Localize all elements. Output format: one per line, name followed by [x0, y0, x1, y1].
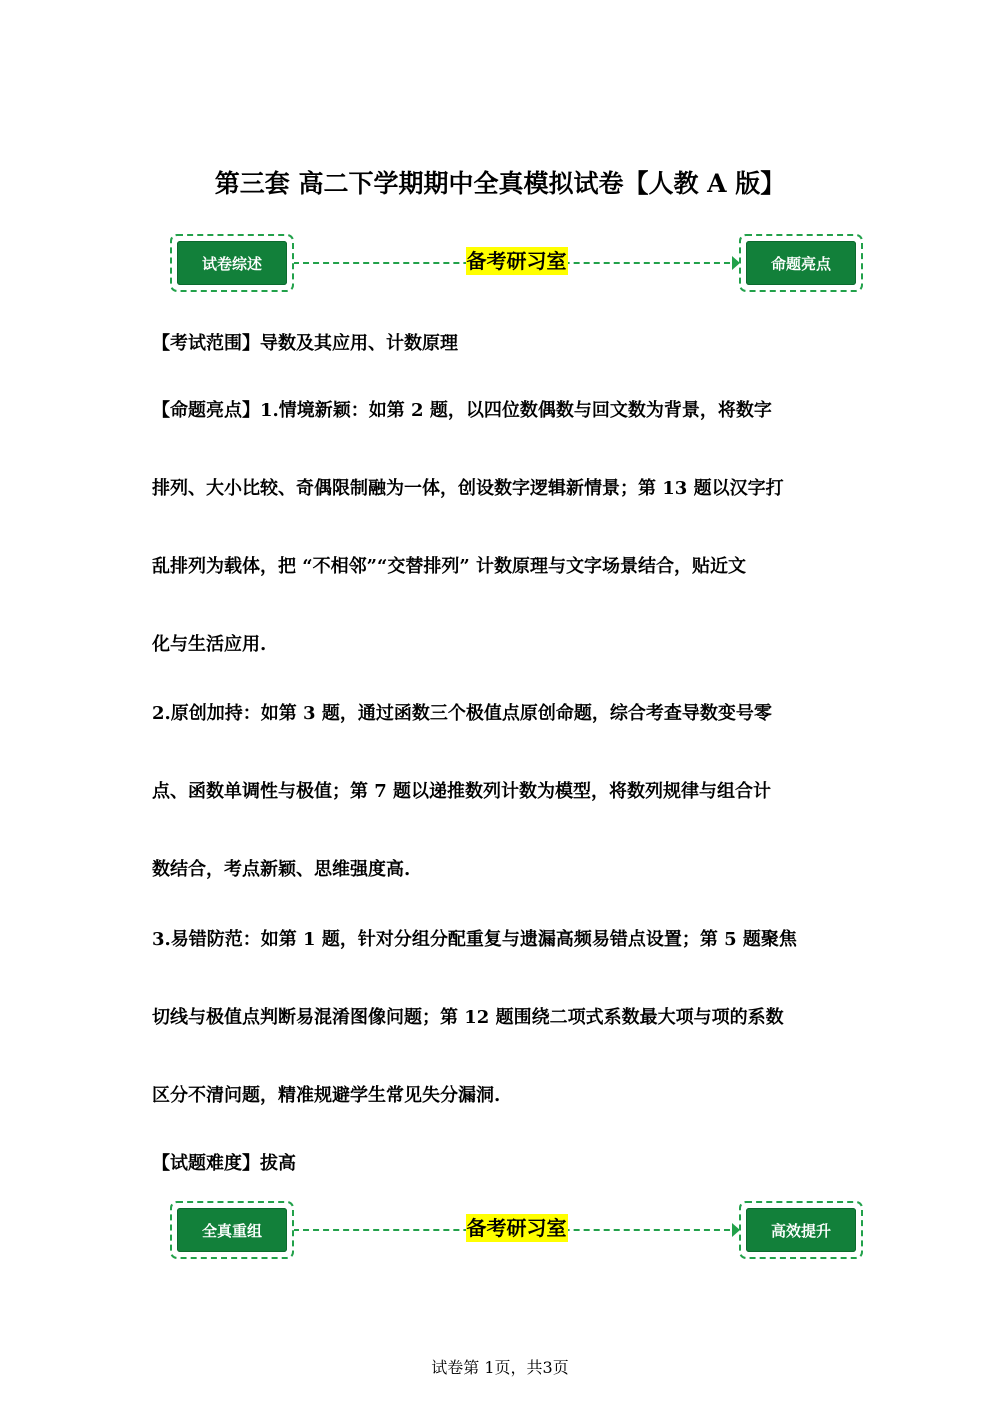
difficulty: [152, 1125, 852, 1203]
label-highlights: 命题亮点: [746, 241, 856, 285]
paragraph-line: 排列、大小比较、奇偶限制融为一体，创设数字逻辑新情景；第 13 题以汉字打: [152, 478, 784, 499]
paragraph-line: 切线与极值点判断易混淆图像问题；第 12 题围绕二项式系数最大项与项的系数: [152, 1007, 784, 1028]
label-box-overview: [170, 234, 294, 292]
label-overview: 试卷综述: [177, 241, 287, 285]
label-box-regroup: [170, 1201, 294, 1259]
paragraph-line: 【命题亮点】1.情境新颖：如第 2 题，以四位数偶数与回文数为背景，将数字: [152, 400, 772, 421]
paragraph-line: 点、函数单调性与极值；第 7 题以递推数列计数为模型，将数列规律与组合计: [152, 781, 772, 802]
page-footer: 试卷第 1页，共3页: [431, 1358, 569, 1377]
paragraph-line: 区分不清问题，精准规避学生常见失分漏洞.: [152, 1085, 501, 1106]
highlight-paragraph-1: [152, 372, 852, 684]
label-box-efficiency: [739, 1201, 863, 1259]
paragraph-line: 2.原创加持：如第 3 题，通过函数三个极值点原创命题，综合考查导数变号零: [152, 703, 772, 724]
bottom-banner: [170, 1201, 863, 1259]
paragraph-line: 3.易错防范：如第 1 题，针对分组分配重复与遗漏高频易错点设置；第 5 题聚焦: [152, 929, 797, 950]
top-banner: [170, 234, 863, 292]
highlight-paragraph-3: [152, 901, 852, 1135]
banner-center-label: 备考研习室: [466, 1216, 567, 1240]
difficulty-text: 【试题难度】拔高: [152, 1153, 296, 1174]
paragraph-line: 数结合，考点新颖、思维强度高.: [152, 859, 411, 880]
paragraph-line: 化与生活应用.: [152, 634, 267, 655]
document-title: 第三套 高二下学期期中全真模拟试卷【人教 A 版】: [214, 169, 786, 198]
exam-scope-text: 【考试范围】导数及其应用、计数原理: [152, 333, 458, 354]
label-regroup: 全真重组: [177, 1208, 287, 1252]
label-efficiency: 高效提升: [746, 1208, 856, 1252]
banner-center-label: 备考研习室: [466, 249, 567, 273]
paragraph-line: 乱排列为载体，把 “不相邻”“交替排列” 计数原理与文字场景结合，贴近文: [152, 556, 746, 577]
label-box-highlights: [739, 234, 863, 292]
highlight-paragraph-2: [152, 675, 852, 909]
